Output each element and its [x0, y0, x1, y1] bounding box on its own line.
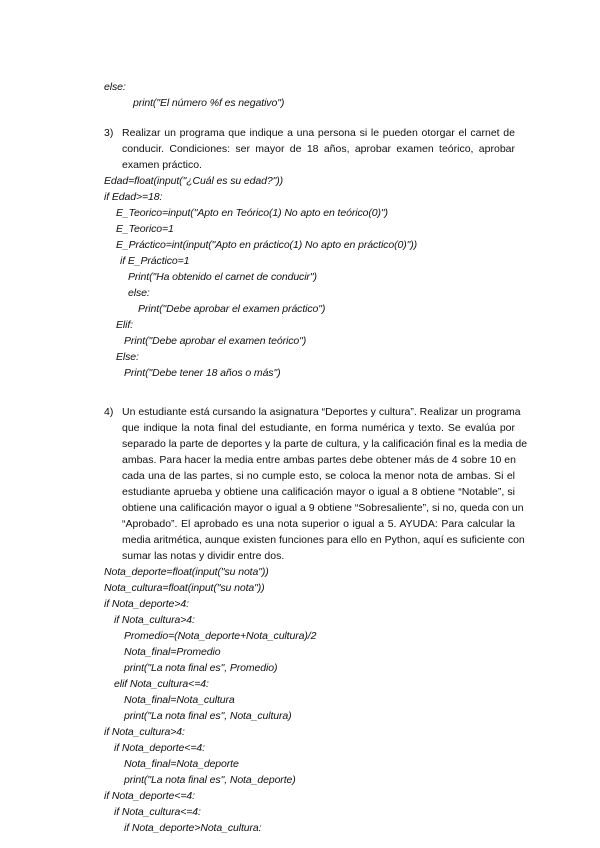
- code-line: if Nota_cultura>4:: [104, 726, 185, 738]
- exercise-number: 4): [104, 406, 114, 418]
- code-line: if Nota_deporte<=4:: [104, 790, 195, 802]
- paragraph-line: media aritmética, aunque existen funciones para ello en Python, aquí es suficiente con: [122, 534, 525, 546]
- code-line: E_Teorico=input("Apto en Teórico(1) No apto en teórico(0)"): [116, 207, 388, 219]
- exercise-number: 3): [104, 127, 114, 139]
- code-line: Nota_final=Nota_deporte: [124, 758, 239, 770]
- code-line: E_Teorico=1: [116, 223, 174, 235]
- code-line: print("El número %f es negativo"): [133, 97, 285, 109]
- code-line: Elif:: [116, 319, 134, 331]
- code-line: Nota_final=Nota_cultura: [124, 694, 235, 706]
- paragraph-line: “Aprobado”. El aprobado es una nota superior o igual a 5. AYUDA: Para calcular la: [122, 518, 515, 530]
- code-line: Nota_final=Promedio: [124, 646, 221, 658]
- paragraph-line: cada una de las partes, si no cumple esto, se coloca la menor nota de ambas. Si el: [122, 470, 515, 482]
- code-line: else:: [104, 81, 126, 93]
- paragraph-line: estudiante aprueba y obtiene una calificación mayor o igual a 8 obtiene “Notable”, si: [122, 486, 515, 498]
- code-line: Print("Ha obtenido el carnet de conducir"): [128, 271, 317, 283]
- code-line: print("La nota final es", Nota_deporte): [124, 774, 296, 786]
- code-line: E_Práctico=int(input("Apto en práctico(1) No apto en práctico(0)")): [116, 239, 418, 251]
- code-line: Print("Debe aprobar el examen práctico"): [138, 303, 326, 315]
- paragraph-line: sumar las notas y dividir entre dos.: [122, 550, 285, 562]
- code-line: if Nota_cultura<=4:: [114, 806, 201, 818]
- code-line: if E_Práctico=1: [120, 255, 190, 267]
- paragraph-line: obtiene una calificación mayor o igual a 9 obtiene “Sobresaliente”, si no, queda con un: [122, 502, 524, 514]
- code-line: Promedio=(Nota_deporte+Nota_cultura)/2: [124, 630, 317, 642]
- code-line: Else:: [116, 351, 139, 363]
- code-line: Edad=float(input("¿Cuál es su edad?")): [104, 175, 284, 187]
- code-line: Print("Debe aprobar el examen teórico"): [124, 335, 307, 347]
- paragraph-line: separado la parte de deportes y la parte de cultura, y la calificación final es la media de: [122, 438, 528, 450]
- code-line: elif Nota_cultura<=4:: [114, 678, 209, 690]
- code-line: if Nota_deporte<=4:: [114, 742, 205, 754]
- paragraph-line: Realizar un programa que indique a una persona si le pueden otorgar el carnet de: [122, 127, 515, 139]
- paragraph-line: ambas. Para hacer la media entre ambas partes debe obtener más de 4 sobre 10 en: [122, 454, 516, 466]
- paragraph-line: Un estudiante está cursando la asignatura “Deportes y cultura”. Realizar un programa: [122, 406, 521, 418]
- paragraph-line: conducir. Condiciones: ser mayor de 18 años, aprobar examen teórico, aprobar: [122, 143, 515, 155]
- code-line: if Nota_deporte>4:: [104, 598, 189, 610]
- code-line: if Nota_cultura>4:: [114, 614, 195, 626]
- code-line: Nota_cultura=float(input("su nota")): [104, 582, 265, 594]
- code-line: Print("Debe tener 18 años o más"): [124, 367, 281, 379]
- code-line: if Nota_deporte>Nota_cultura:: [124, 822, 262, 834]
- code-line: print("La nota final es", Promedio): [124, 662, 278, 674]
- code-line: if Edad>=18:: [104, 191, 163, 203]
- code-line: Nota_deporte=float(input("su nota")): [104, 566, 269, 578]
- paragraph-line: que indique la nota final del estudiante, en forma numérica y texto. Se evalúa por: [122, 422, 515, 434]
- code-line: else:: [128, 287, 150, 299]
- code-line: print("La nota final es", Nota_cultura): [124, 710, 292, 722]
- paragraph-line: examen práctico.: [122, 159, 202, 171]
